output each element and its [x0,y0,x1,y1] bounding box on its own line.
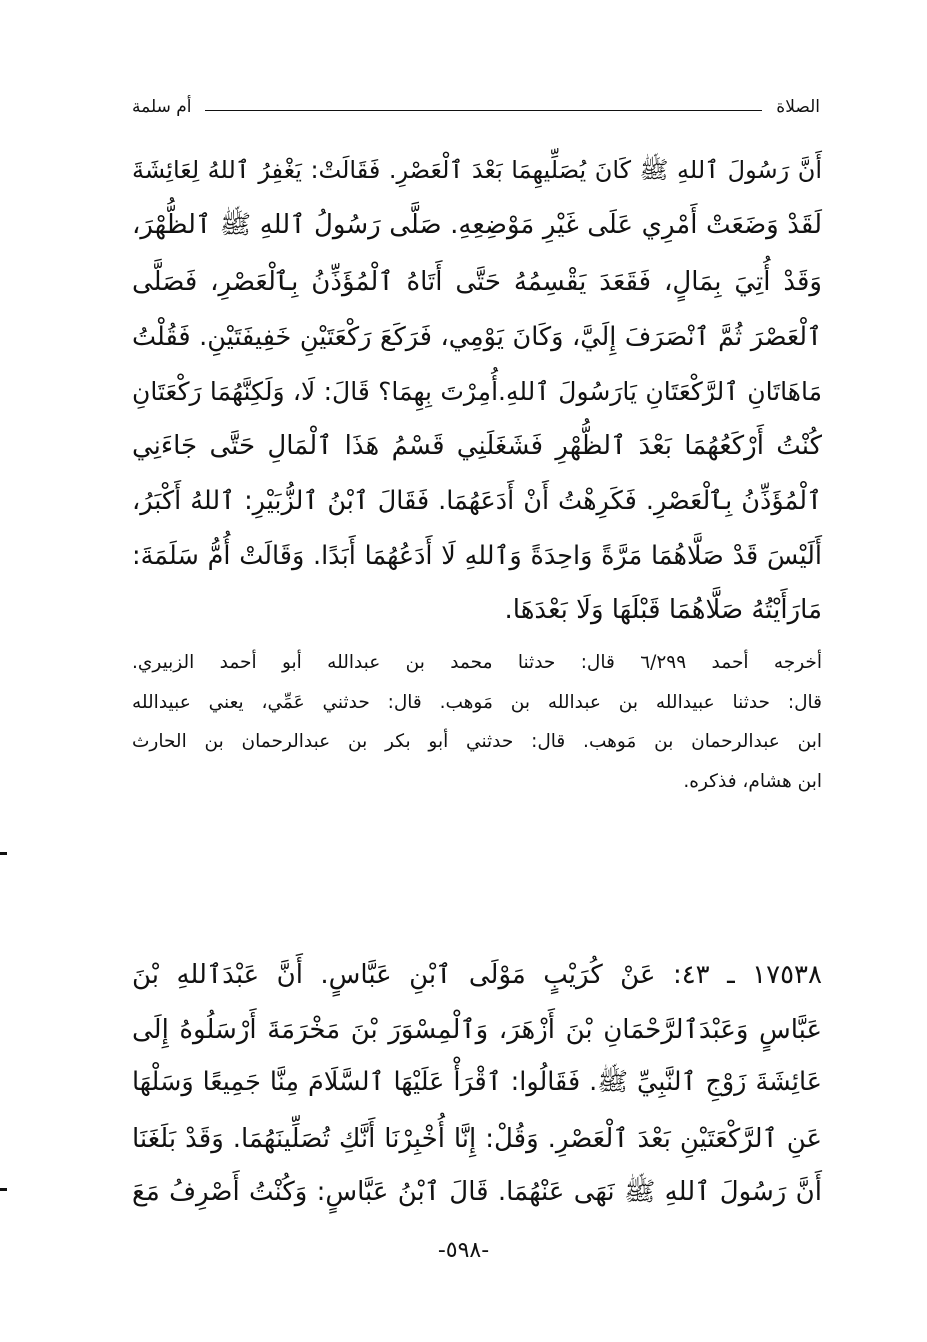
margin-mark [0,1188,7,1191]
footnote-line: ابن هشام، فذكره. [683,770,822,792]
margin-mark [0,852,7,855]
running-header-chapter: الصلاة [776,97,820,117]
text-line: ١٧٥٣٨ ـ ٤٣: عَنْ كُرَيْبٍ مَوْلَى ٱبْنِ عَبَّاسٍ. أَنَّ عَبْدَٱللهِ بْنَ [132,960,822,991]
text-line: لَقَدْ وَضَعَتْ أَمْرِي عَلَى غَيْرِ مَوْضِعِهِ. صَلَّى رَسُولُ ٱللهِ ﷺ ٱلظُّهْرَ، [132,210,822,241]
running-header [132,92,820,122]
hadith-17538 [132,948,822,1221]
page-number: -٥٩٨- [437,1238,490,1263]
running-header-section: أم سلمة [132,97,192,117]
text-line: أَلَيْسَ قَدْ صَلَّاهُمَا مَرَّةً وَاحِدَةً وَٱللهِ لَا أَدَعُهُمَا أَبَدًا. وَقَالَتْ أُمُّ سَلَمَةَ: [132,540,822,571]
text-line: كُنْتُ أَرْكَعُهُمَا بَعْدَ ٱلظُّهْرِ فَشَغَلَنِي قَسْمُ هَذَا ٱلْمَالِ حَتَّى جَاءَنِي [132,430,822,461]
text-line: عَائِشَةَ زَوْجِ ٱلنَّبِيِّ ﷺ. فَقَالُوا: ٱقْرَأْ عَلَيْهَا ٱلسَّلَامَ مِنَّا جَمِيعًا وَسَلْهَا [132,1067,822,1098]
text-line: أَنَّ رَسُولَ ٱللهِ ﷺ كَانَ يُصَلِّيهِمَا بَعْدَ ٱلْعَصْرِ. فَقَالَتْ: يَغْفِرُ ٱللهُ لِعَائِشَةَ [132,155,822,184]
text-line: ٱلْمُؤَذِّنُ بِٱلْعَصْرِ. فَكَرِهْتُ أَنْ أَدَعَهُمَا. فَقَالَ ٱبْنُ ٱلزُّبَيْرِ: ٱللهُ أَكْبَرُ، [132,485,822,516]
footnote-line: قال: حدثنا عبيدالله بن عبدالله بن مَوهب. قال: حدثني عَمِّي، يعني عبيدالله [132,691,822,713]
text-line: عَنِ ٱلرَّكْعَتَيْنِ بَعْدَ ٱلْعَصْرِ. وَقُلْ: إِنَّا أُخْبِرْنَا أَنَّكِ تُصَلِّينَهُمَا. وَقَدْ بَلَغَنَا [132,1124,822,1155]
text-line: ٱلْعَصْرَ ثُمَّ ٱنْصَرَفَ إِلَيَّ، وَكَانَ يَوْمِي، فَرَكَعَ رَكْعَتَيْنِ خَفِيفَتَيْنِ. فَقُلْتُ [132,321,822,352]
footnote-line: أخرجه أحمد ٦/٢٩٩ قال: حدثنا محمد بن عبدالله أبو أحمد الزبيري. [132,652,822,674]
text-line: أَنَّ رَسُولَ ٱللهِ ﷺ نَهَى عَنْهُمَا. قَالَ ٱبْنُ عَبَّاسٍ: وَكُنْتُ أَصْرِفُ مَعَ [132,1177,822,1208]
footnote-line: ابن عبدالرحمان بن مَوهب. قال: حدثني أبو بكر بن عبدالرحمان بن الحارث [132,731,822,753]
text-line: عَبَّاسٍ وَعَبْدَٱلرَّحْمَانِ بْنَ أَزْهَرَ، وَٱلْمِسْوَرَ بْنَ مَخْرَمَةَ أَرْسَلُوهُ إِلَى [132,1015,822,1046]
hadith-text-continued [132,145,822,637]
running-header-rule [205,110,762,111]
text-line: وَقَدْ أُتِيَ بِمَالٍ، فَقَعَدَ يَقْسِمُهُ حَتَّى أَتَاهُ ٱلْمُؤَذِّنُ بِٱلْعَصْرِ، فَصَلَّى [132,266,822,297]
text-line: مَاهَاتَانِ ٱلرَّكْعَتَانِ يَارَسُولَ ٱللهِ.أُمِرْتَ بِهِمَا؟ قَالَ: لَا، وَلَكِنَّهُمَا رَكْعَتَانِ [132,376,822,406]
text-line: مَارَأَيْتُهُ صَلَّاهُمَا قَبْلَهَا وَلَا بَعْدَهَا. [504,594,822,625]
footnote [132,643,822,801]
